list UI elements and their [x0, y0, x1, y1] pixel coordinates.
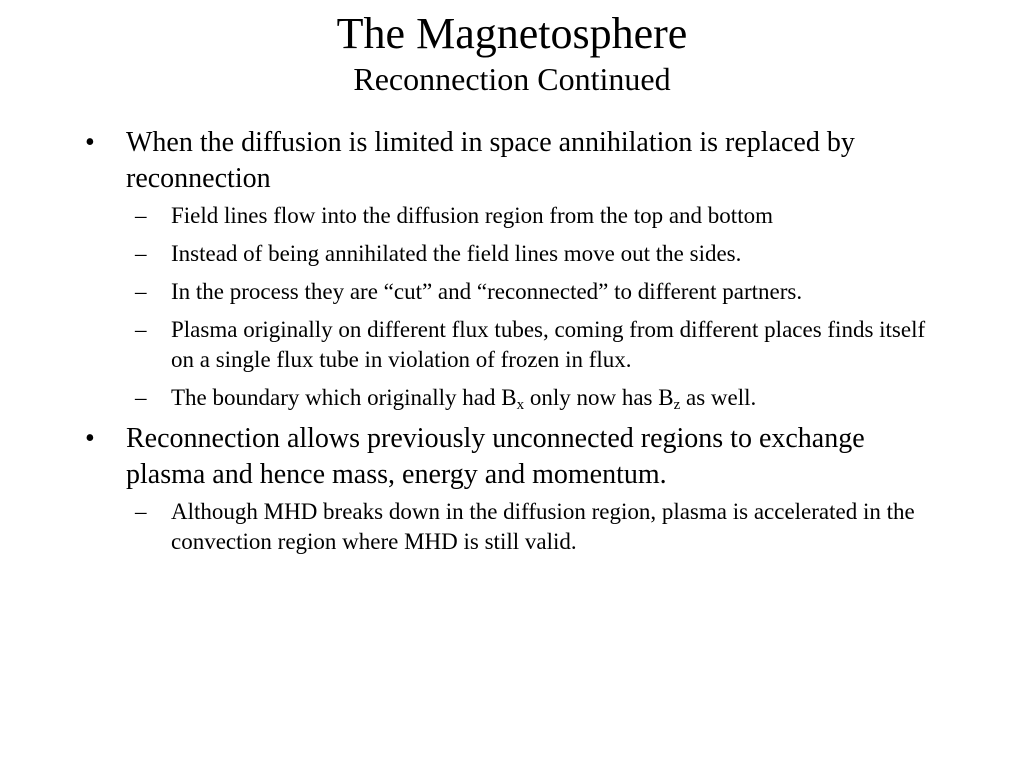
bullet-text: When the diffusion is limited in space annihilation is replaced by reconnection — [126, 127, 855, 194]
sub-bullet-1-3 — [85, 277, 945, 307]
sub-bullet-1-4 — [85, 315, 945, 375]
dash-marker: – — [135, 203, 147, 228]
dash-marker: – — [135, 317, 147, 342]
sub-bullet-text: Plasma originally on different flux tubes, coming from different places finds itself on a single flux tube in violation of frozen in flux. — [171, 317, 926, 372]
sub-bullet-text: Although MHD breaks down in the diffusion region, plasma is accelerated in the convection region where MHD is still valid. — [171, 499, 915, 554]
bullet-text: Reconnection allows previously unconnected regions to exchange plasma and hence mass, energy and momentum. — [126, 423, 865, 490]
sub-bullet-1-2 — [85, 239, 945, 269]
boundary-text-part: as well. — [680, 385, 757, 410]
slide-subtitle: Reconnection Continued — [353, 61, 671, 97]
boundary-text-part: only now has B — [524, 385, 674, 410]
title-block — [0, 8, 1024, 98]
dash-marker: – — [135, 499, 147, 524]
sub-bullet-text: Instead of being annihilated the field lines move out the sides. — [171, 241, 742, 266]
dash-marker: – — [135, 241, 147, 266]
sub-bullet-2-1 — [85, 497, 945, 557]
sub-bullet-1-1 — [85, 201, 945, 231]
boundary-text-part: The boundary which originally had B — [171, 385, 517, 410]
subscript-z: z — [673, 397, 681, 413]
boundary-text — [171, 385, 757, 413]
bullet-marker: • — [85, 127, 95, 158]
subscript-x: x — [516, 397, 525, 413]
slide-title: The Magnetosphere — [336, 9, 688, 58]
dash-marker: – — [135, 385, 147, 410]
bullet-point-2 — [85, 421, 945, 493]
sub-bullet-text: Field lines flow into the diffusion region from the top and bottom — [171, 203, 773, 228]
sub-bullet-text: In the process they are “cut” and “reconnected” to different partners. — [171, 279, 803, 304]
slide-body — [85, 125, 945, 565]
bullet-point-1 — [85, 125, 945, 197]
bullet-marker: • — [85, 423, 95, 454]
dash-marker: – — [135, 279, 147, 304]
sub-bullet-1-5 — [85, 383, 945, 413]
